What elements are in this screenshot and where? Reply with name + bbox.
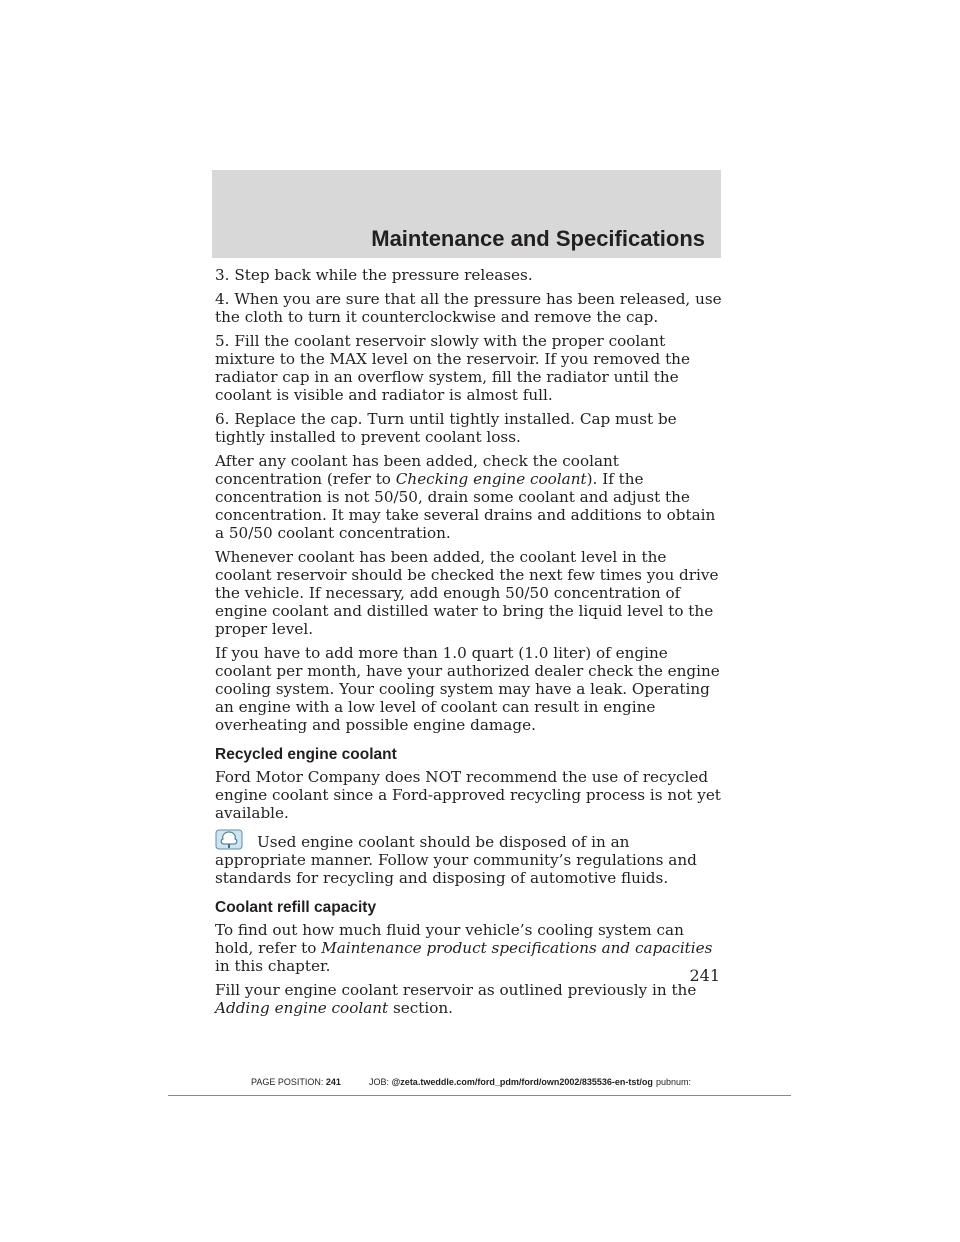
paragraph-step-3: 3. Step back while the pressure releases. [215, 266, 533, 284]
footer-pubnum: pubnum: [656, 1077, 692, 1087]
page-number: 241 [689, 966, 720, 985]
paragraph-recycled: Ford Motor Company does NOT recommend the use of recycled engine coolant since a Ford-approved recycling process is not yet available. [215, 768, 721, 822]
cross-reference: Adding engine coolant [215, 999, 389, 1017]
text-run: Fill your engine coolant reservoir as outlined previously in the [215, 981, 697, 999]
recycle-tree-icon [215, 828, 245, 850]
body-text [215, 266, 725, 1023]
footer-value: @zeta.tweddle.com/ford_pdm/ford/own2002/835536-en-tst/og [391, 1077, 653, 1087]
paragraph-check-level: Whenever coolant has been added, the coolant level in the coolant reservoir should be checked the next few times you drive the vehicle. If necessary, add enough 50/50 concentration of engine coolant and distilled water to bring the liquid level to the proper level. [215, 548, 719, 638]
cross-reference: Checking engine coolant [395, 470, 587, 488]
paragraph-concentration [215, 452, 725, 542]
heading-recycled-coolant: Recycled engine coolant [215, 746, 397, 763]
footer-page-position [251, 1077, 341, 1087]
paragraph-step-6: 6. Replace the cap. Turn until tightly installed. Cap must be tightly installed to prevent coolant loss. [215, 410, 677, 446]
text-run: ). If the concentration is not 50/50, drain some coolant and adjust the concentration. It may take several drains and additions to obtain a 50/50 coolant concentration. [215, 470, 716, 542]
paragraph-step-4: 4. When you are sure that all the pressure has been released, use the cloth to turn it counterclockwise and remove the cap. [215, 290, 722, 326]
environment-note [215, 828, 725, 887]
paragraph-capacity [215, 921, 725, 975]
section-header-band [212, 170, 721, 258]
heading-refill-capacity: Coolant refill capacity [215, 899, 377, 916]
footer-label: JOB: [369, 1077, 390, 1087]
cross-reference: Maintenance product specifications and capacities [321, 939, 713, 957]
footer-value: 241 [325, 1077, 341, 1087]
note-text: Used engine coolant should be disposed of in an appropriate manner. Follow your community’s regulations and standards for recycling and disposing of automotive fluids. [215, 833, 697, 887]
section-title: Maintenance and Specifications [371, 226, 705, 251]
paragraph-step-5: 5. Fill the coolant reservoir slowly with the proper coolant mixture to the MAX level on the reservoir. If you removed the radiator cap in an overflow system, fill the radiator until the coolant is visible and radiator is almost full. [215, 332, 690, 404]
text-run: in this chapter. [215, 957, 331, 975]
paragraph-fill-reservoir [215, 981, 725, 1017]
footer-label: PAGE POSITION: [251, 1077, 324, 1087]
paragraph-leak-warning: If you have to add more than 1.0 quart (1.0 liter) of engine coolant per month, have your authorized dealer check the engine cooling system. Your cooling system may have a leak. Operating an engine with a low level of coolant can result in engine overheating and possible engine damage. [215, 644, 720, 734]
footer-job [369, 1077, 653, 1087]
text-run: After any coolant has been added, check the coolant concentration (refer to [215, 452, 619, 488]
text-run: section. [392, 999, 453, 1017]
footer-rule [168, 1095, 791, 1096]
recycle-tree-icon-svg [215, 828, 245, 850]
text-run: To find out how much fluid your vehicle’s cooling system can hold, refer to [215, 921, 684, 957]
print-footer [251, 1077, 721, 1087]
